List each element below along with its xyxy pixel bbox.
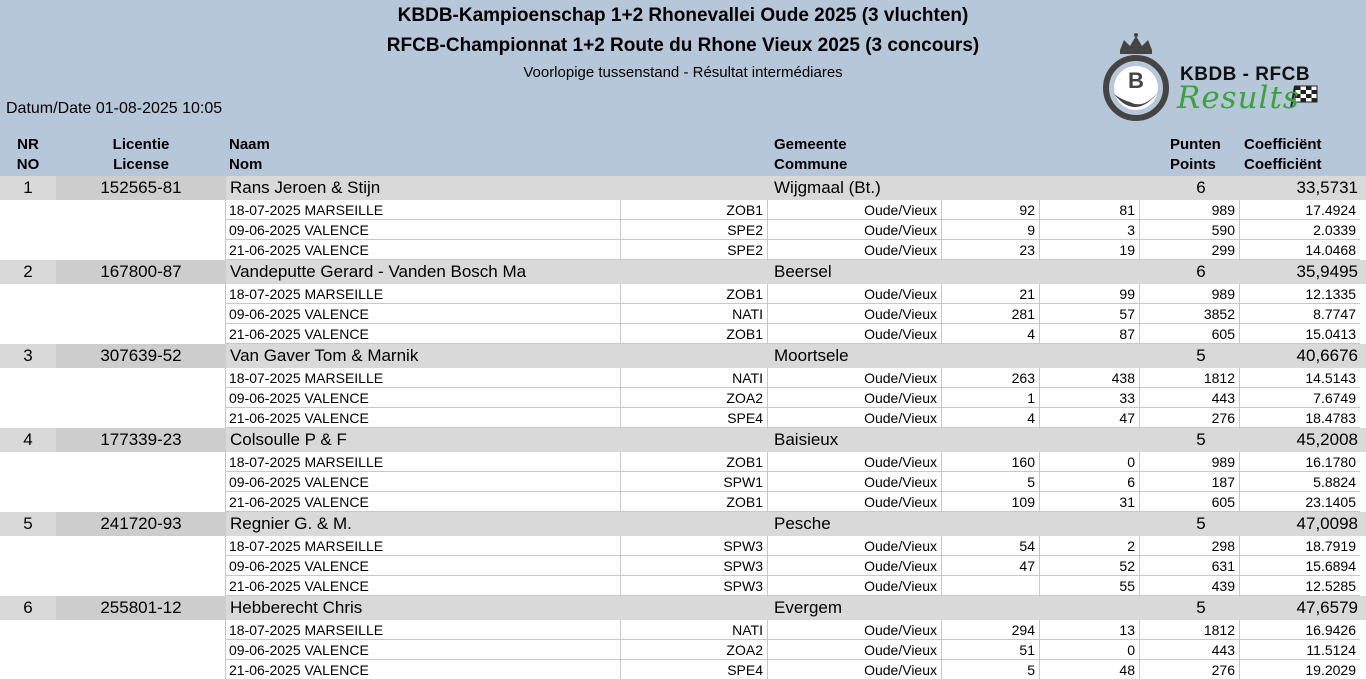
race-total: 590 xyxy=(1140,220,1240,239)
race-category: SPW3 xyxy=(621,536,768,555)
race-position: 21 xyxy=(942,284,1040,303)
race-age-class: Oude/Vieux xyxy=(768,452,942,471)
race-coefficient: 12.1335 xyxy=(1305,286,1356,302)
points: 5 xyxy=(1196,514,1206,533)
race-total: 989 xyxy=(1140,452,1240,471)
race-row xyxy=(226,576,1360,596)
fancier-row xyxy=(0,260,1366,284)
fancier-row xyxy=(0,176,1366,200)
race-age-class: Oude/Vieux xyxy=(768,556,942,575)
total-coefficient: 35,9495 xyxy=(1296,262,1358,281)
total-coefficient: 40,6676 xyxy=(1296,346,1358,365)
race-category: NATI xyxy=(621,368,768,387)
race-age-class: Oude/Vieux xyxy=(768,304,942,323)
race-row xyxy=(226,240,1360,260)
license-number: 152565-81 xyxy=(56,176,226,200)
race-place: 0 xyxy=(1040,452,1140,471)
race-position: 4 xyxy=(942,408,1040,427)
race-date-location: 18-07-2025 MARSEILLE xyxy=(226,284,621,303)
race-coefficient: 15.6894 xyxy=(1305,558,1356,574)
commune: Beersel xyxy=(774,262,832,281)
race-category: ZOB1 xyxy=(621,452,768,471)
commune: Evergem xyxy=(774,598,843,617)
race-total: 605 xyxy=(1140,324,1240,343)
race-category: ZOB1 xyxy=(621,492,768,511)
race-date-location: 21-06-2025 VALENCE xyxy=(226,576,621,595)
race-age-class: Oude/Vieux xyxy=(768,220,942,239)
race-category: SPW3 xyxy=(621,556,768,575)
race-total: 276 xyxy=(1140,408,1240,427)
race-row xyxy=(226,556,1360,576)
rank-number: 1 xyxy=(23,178,33,197)
race-category: SPE2 xyxy=(621,220,768,239)
race-place: 3 xyxy=(1040,220,1140,239)
race-date-location: 09-06-2025 VALENCE xyxy=(226,304,621,323)
race-coefficient: 19.2029 xyxy=(1305,662,1356,678)
race-age-class: Oude/Vieux xyxy=(768,536,942,555)
race-coefficient: 23.1405 xyxy=(1305,494,1356,510)
column-header-license: Licentie License xyxy=(112,136,170,173)
race-position: 5 xyxy=(942,660,1040,679)
race-total: 299 xyxy=(1140,240,1240,259)
subtitle: Voorlopige tussenstand - Résultat intermédiares xyxy=(523,64,843,81)
table-row-3 xyxy=(0,344,1366,428)
race-category: ZOB1 xyxy=(621,200,768,219)
race-position: 294 xyxy=(942,620,1040,639)
race-place: 99 xyxy=(1040,284,1140,303)
results-table xyxy=(0,176,1366,679)
race-position: 51 xyxy=(942,640,1040,659)
race-row xyxy=(226,388,1360,408)
logo-results-text: Results xyxy=(1177,80,1300,116)
race-coefficient: 8.7747 xyxy=(1313,306,1356,322)
race-age-class: Oude/Vieux xyxy=(768,324,942,343)
rank-number: 3 xyxy=(23,346,33,365)
crown-icon xyxy=(1120,33,1152,54)
race-position: 47 xyxy=(942,556,1040,575)
race-category: SPW3 xyxy=(621,576,768,595)
race-age-class: Oude/Vieux xyxy=(768,388,942,407)
race-place: 19 xyxy=(1040,240,1140,259)
race-date-location: 18-07-2025 MARSEILLE xyxy=(226,452,621,471)
race-category: SPE4 xyxy=(621,660,768,679)
race-total: 443 xyxy=(1140,388,1240,407)
race-coefficient: 15.0413 xyxy=(1305,326,1356,342)
race-date-location: 21-06-2025 VALENCE xyxy=(226,492,621,511)
race-coefficient: 16.9426 xyxy=(1305,622,1356,638)
race-row xyxy=(226,660,1360,679)
fancier-name: Regnier G. & M. xyxy=(230,514,352,533)
table-row-1 xyxy=(0,176,1366,260)
race-place: 55 xyxy=(1040,576,1140,595)
race-position: 4 xyxy=(942,324,1040,343)
race-total: 989 xyxy=(1140,200,1240,219)
race-date-location: 18-07-2025 MARSEILLE xyxy=(226,620,621,639)
race-total: 187 xyxy=(1140,472,1240,491)
race-coefficient: 14.5143 xyxy=(1305,370,1356,386)
race-total: 1812 xyxy=(1140,620,1240,639)
race-row xyxy=(226,324,1360,344)
race-position: 54 xyxy=(942,536,1040,555)
race-date-location: 21-06-2025 VALENCE xyxy=(226,324,621,343)
table-row-2 xyxy=(0,260,1366,344)
points: 6 xyxy=(1196,262,1206,281)
fancier-row xyxy=(0,596,1366,620)
total-coefficient: 33,5731 xyxy=(1296,178,1358,197)
race-row xyxy=(226,492,1360,512)
race-total: 605 xyxy=(1140,492,1240,511)
race-date-location: 09-06-2025 VALENCE xyxy=(226,556,621,575)
rank-number: 2 xyxy=(23,262,33,281)
column-header-nr: NR NO xyxy=(16,136,40,173)
race-category: NATI xyxy=(621,304,768,323)
race-position: 5 xyxy=(942,472,1040,491)
race-date-location: 09-06-2025 VALENCE xyxy=(226,472,621,491)
race-total: 3852 xyxy=(1140,304,1240,323)
race-place: 81 xyxy=(1040,200,1140,219)
commune: Wijgmaal (Bt.) xyxy=(774,178,881,197)
report-header xyxy=(0,0,1366,176)
race-position: 160 xyxy=(942,452,1040,471)
race-position: 23 xyxy=(942,240,1040,259)
race-date-location: 18-07-2025 MARSEILLE xyxy=(226,200,621,219)
fancier-row xyxy=(0,512,1366,536)
race-row xyxy=(226,472,1360,492)
race-age-class: Oude/Vieux xyxy=(768,240,942,259)
race-coefficient: 16.1780 xyxy=(1305,454,1356,470)
race-row xyxy=(226,640,1360,660)
race-place: 48 xyxy=(1040,660,1140,679)
race-row xyxy=(226,304,1360,324)
title-dutch: KBDB-Kampioenschap 1+2 Rhonevallei Oude 2025 (3 vluchten) xyxy=(397,5,969,26)
race-age-class: Oude/Vieux xyxy=(768,492,942,511)
race-category: ZOA2 xyxy=(621,640,768,659)
svg-text:B: B xyxy=(1128,68,1144,93)
race-place: 33 xyxy=(1040,388,1140,407)
total-coefficient: 47,6579 xyxy=(1296,598,1358,617)
race-coefficient: 18.4783 xyxy=(1305,410,1356,426)
race-coefficient: 7.6749 xyxy=(1313,390,1356,406)
race-age-class: Oude/Vieux xyxy=(768,576,942,595)
fancier-name: Rans Jeroen & Stijn xyxy=(230,178,381,197)
race-category: ZOB1 xyxy=(621,324,768,343)
column-header-points: Punten Points xyxy=(1170,136,1221,173)
race-row xyxy=(226,368,1360,388)
license-number: 255801-12 xyxy=(56,596,226,620)
column-header-name: Naam Nom xyxy=(229,136,270,173)
license-number: 167800-87 xyxy=(56,260,226,284)
race-date-location: 21-06-2025 VALENCE xyxy=(226,408,621,427)
license-number: 241720-93 xyxy=(56,512,226,536)
commune: Moortsele xyxy=(774,346,849,365)
race-date-location: 18-07-2025 MARSEILLE xyxy=(226,536,621,555)
race-place: 52 xyxy=(1040,556,1140,575)
race-place: 2 xyxy=(1040,536,1140,555)
race-place: 0 xyxy=(1040,640,1140,659)
race-category: SPE2 xyxy=(621,240,768,259)
race-age-class: Oude/Vieux xyxy=(768,620,942,639)
race-total: 276 xyxy=(1140,660,1240,679)
race-date-location: 21-06-2025 VALENCE xyxy=(226,240,621,259)
license-number: 177339-23 xyxy=(56,428,226,452)
race-row xyxy=(226,620,1360,640)
race-position: 92 xyxy=(942,200,1040,219)
race-coefficient: 11.5124 xyxy=(1306,642,1356,658)
race-age-class: Oude/Vieux xyxy=(768,408,942,427)
race-total: 443 xyxy=(1140,640,1240,659)
race-place: 57 xyxy=(1040,304,1140,323)
table-row-5 xyxy=(0,512,1366,596)
fancier-row xyxy=(0,344,1366,368)
race-category: ZOA2 xyxy=(621,388,768,407)
race-row xyxy=(226,220,1360,240)
report-date: Datum/Date 01-08-2025 10:05 xyxy=(6,100,223,117)
race-place: 438 xyxy=(1040,368,1140,387)
race-position: 281 xyxy=(942,304,1040,323)
commune: Baisieux xyxy=(774,430,839,449)
race-age-class: Oude/Vieux xyxy=(768,368,942,387)
race-age-class: Oude/Vieux xyxy=(768,472,942,491)
race-age-class: Oude/Vieux xyxy=(768,640,942,659)
race-coefficient: 2.0339 xyxy=(1313,222,1356,238)
commune: Pesche xyxy=(774,514,831,533)
total-coefficient: 47,0098 xyxy=(1296,514,1358,533)
race-coefficient: 5.8824 xyxy=(1313,474,1356,490)
table-row-6 xyxy=(0,596,1366,679)
rank-number: 6 xyxy=(23,598,33,617)
race-position xyxy=(942,576,1040,595)
race-row xyxy=(226,536,1360,556)
race-position: 109 xyxy=(942,492,1040,511)
fancier-name: Vandeputte Gerard - Vanden Bosch Ma xyxy=(230,262,527,281)
race-place: 31 xyxy=(1040,492,1140,511)
license-number: 307639-52 xyxy=(56,344,226,368)
race-age-class: Oude/Vieux xyxy=(768,200,942,219)
race-category: ZOB1 xyxy=(621,284,768,303)
rank-number: 4 xyxy=(23,430,33,449)
race-row xyxy=(226,452,1360,472)
race-coefficient: 17.4924 xyxy=(1305,202,1356,218)
race-coefficient: 14.0468 xyxy=(1305,242,1356,258)
title-french: RFCB-Championnat 1+2 Route du Rhone Vieux 2025 (3 concours) xyxy=(386,35,980,56)
points: 5 xyxy=(1196,598,1206,617)
points: 6 xyxy=(1196,178,1206,197)
race-total: 1812 xyxy=(1140,368,1240,387)
race-position: 9 xyxy=(942,220,1040,239)
fancier-name: Hebberecht Chris xyxy=(230,598,363,617)
race-date-location: 09-06-2025 VALENCE xyxy=(226,220,621,239)
points: 5 xyxy=(1196,430,1206,449)
logo-text: KBDB - RFCB xyxy=(1180,64,1311,85)
column-header-coefficient: Coefficiënt Coefficiënt xyxy=(1244,136,1322,173)
race-category: SPW1 xyxy=(621,472,768,491)
race-date-location: 21-06-2025 VALENCE xyxy=(226,660,621,679)
race-total: 439 xyxy=(1140,576,1240,595)
race-place: 47 xyxy=(1040,408,1140,427)
total-coefficient: 45,2008 xyxy=(1296,430,1358,449)
race-date-location: 09-06-2025 VALENCE xyxy=(226,640,621,659)
race-total: 631 xyxy=(1140,556,1240,575)
race-place: 6 xyxy=(1040,472,1140,491)
race-row xyxy=(226,200,1360,220)
race-age-class: Oude/Vieux xyxy=(768,284,942,303)
race-category: SPE4 xyxy=(621,408,768,427)
fancier-name: Colsoulle P & F xyxy=(230,430,347,449)
rank-number: 5 xyxy=(23,514,33,533)
race-place: 13 xyxy=(1040,620,1140,639)
table-row-4 xyxy=(0,428,1366,512)
column-header-commune: Gemeente Commune xyxy=(774,136,848,173)
race-date-location: 18-07-2025 MARSEILLE xyxy=(226,368,621,387)
race-age-class: Oude/Vieux xyxy=(768,660,942,679)
race-row xyxy=(226,284,1360,304)
fancier-row xyxy=(0,428,1366,452)
race-date-location: 09-06-2025 VALENCE xyxy=(226,388,621,407)
points: 5 xyxy=(1196,346,1206,365)
race-position: 263 xyxy=(942,368,1040,387)
race-category: NATI xyxy=(621,620,768,639)
race-total: 298 xyxy=(1140,536,1240,555)
race-coefficient: 12.5285 xyxy=(1305,578,1356,594)
fancier-name: Van Gaver Tom & Marnik xyxy=(230,346,419,365)
race-row xyxy=(226,408,1360,428)
race-position: 1 xyxy=(942,388,1040,407)
race-coefficient: 18.7919 xyxy=(1305,538,1356,554)
race-place: 87 xyxy=(1040,324,1140,343)
race-total: 989 xyxy=(1140,284,1240,303)
